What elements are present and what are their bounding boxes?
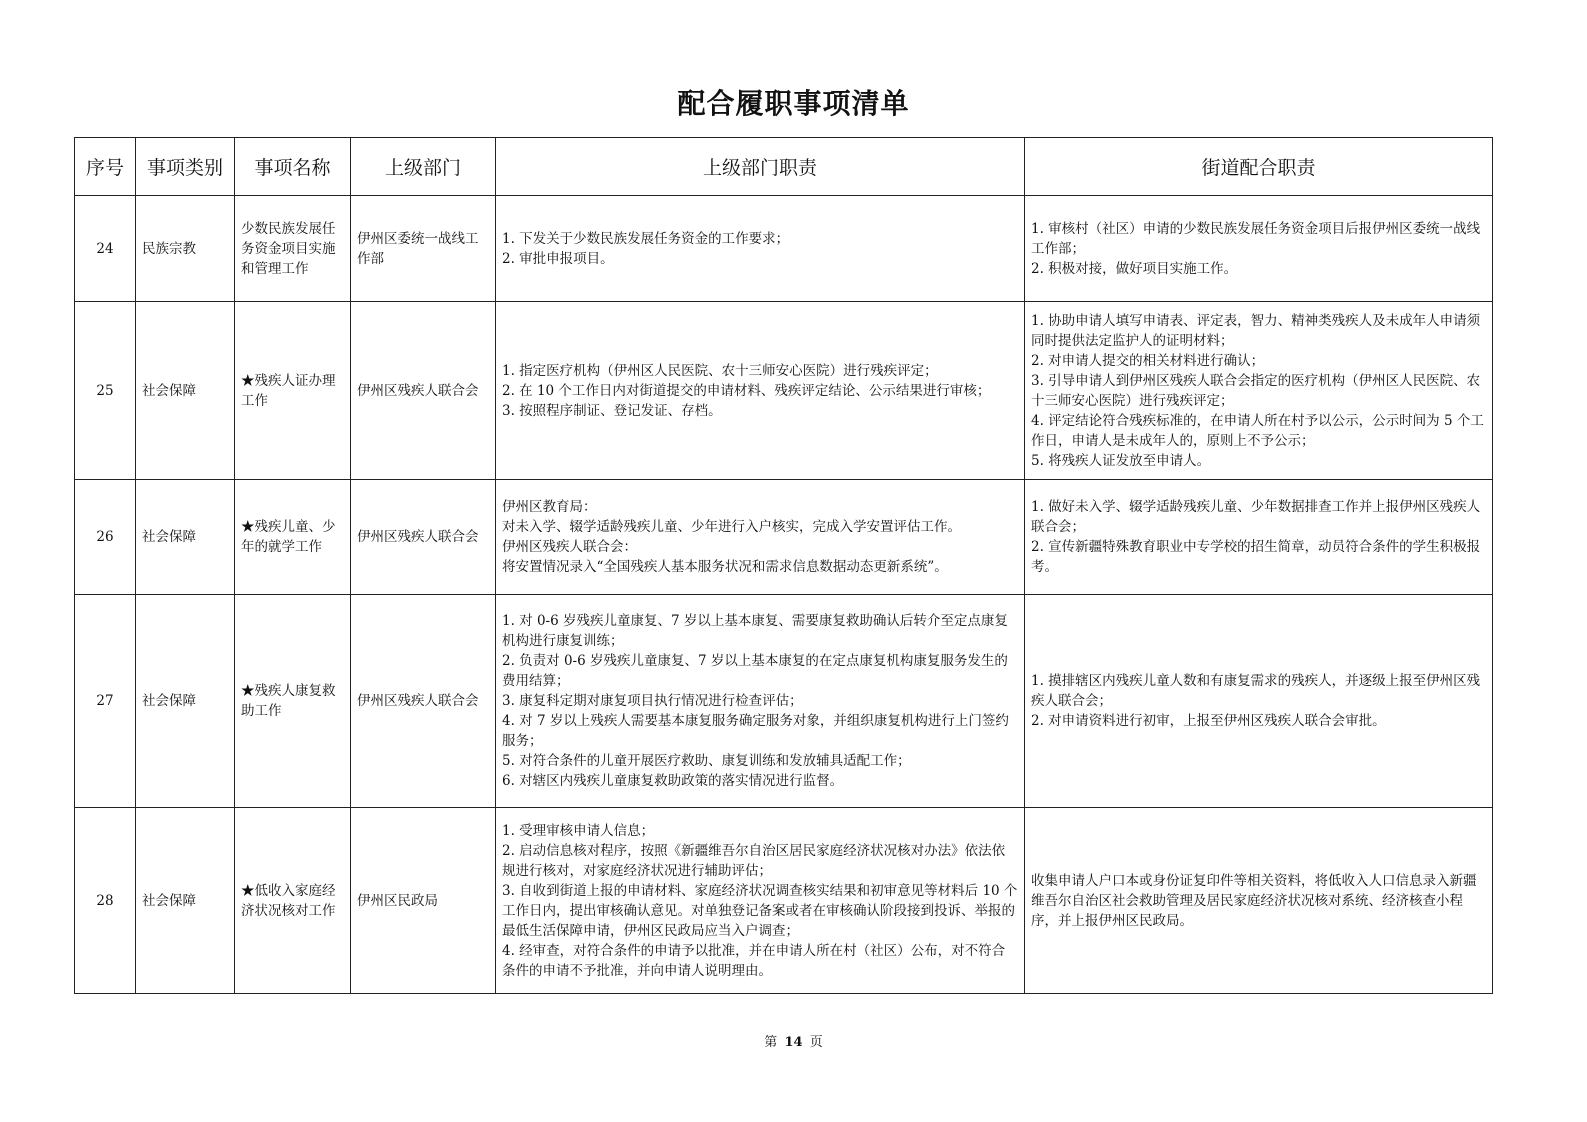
table-row: [75, 595, 1493, 808]
cell-item-name: ★残疾人证办理工作: [235, 302, 351, 480]
cell-category: 社会保障: [136, 480, 235, 595]
cell-item-name: ★低收入家庭经济状况核对工作: [235, 808, 351, 994]
cell-no: 27: [75, 595, 136, 808]
header-item-name: 事项名称: [235, 138, 351, 196]
cell-street-duty: 1. 审核村（社区）申请的少数民族发展任务资金项目后报伊州区委统一战线工作部； 2. 积极对接，做好项目实施工作。: [1025, 196, 1493, 302]
cell-category: 社会保障: [136, 595, 235, 808]
cell-item-name: 少数民族发展任务资金项目实施和管理工作: [235, 196, 351, 302]
cell-item-name: ★残疾人康复救助工作: [235, 595, 351, 808]
cell-street-duty: 1. 做好未入学、辍学适龄残疾儿童、少年数据排查工作并上报伊州区残疾人联合会； 2. 宣传新疆特殊教育职业中专学校的招生简章，动员符合条件的学生积极报考。: [1025, 480, 1493, 595]
cell-item-name: ★残疾儿童、少年的就学工作: [235, 480, 351, 595]
page-prefix: 第: [764, 1035, 778, 1050]
table-row: [75, 302, 1493, 480]
cell-category: 民族宗教: [136, 196, 235, 302]
cell-department: 伊州区残疾人联合会: [351, 480, 496, 595]
cell-department: 伊州区民政局: [351, 808, 496, 994]
cell-department-duty: 伊州区教育局： 对未入学、辍学适龄残疾儿童、少年进行入户核实，完成入学安置评估工作。 伊州区残疾人联合会： 将安置情况录入“全国残疾人基本服务状况和需求信息数据动态更新系统”。: [496, 480, 1025, 595]
cell-category: 社会保障: [136, 808, 235, 994]
cell-department: 伊州区残疾人联合会: [351, 302, 496, 480]
page-suffix: 页: [809, 1035, 823, 1050]
header-row: [75, 138, 1493, 196]
table-row: [75, 196, 1493, 302]
header-street-duty: 街道配合职责: [1025, 138, 1493, 196]
header-no: 序号: [75, 138, 136, 196]
page-title: 配合履职事项清单: [677, 87, 910, 120]
cell-department-duty: 1. 下发关于少数民族发展任务资金的工作要求； 2. 审批申报项目。: [496, 196, 1025, 302]
cell-department-duty: 1. 指定医疗机构（伊州区人民医院、农十三师安心医院）进行残疾评定； 2. 在 10 个工作日内对街道提交的申请材料、残疾评定结论、公示结果进行审核； 3. 按照程序制证、登记发证、存档。: [496, 302, 1025, 480]
header-category: 事项类别: [136, 138, 235, 196]
cell-department: 伊州区委统一战线工作部: [351, 196, 496, 302]
cell-street-duty: 1. 摸排辖区内残疾儿童人数和有康复需求的残疾人，并逐级上报至伊州区残疾人联合会； 2. 对申请资料进行初审，上报至伊州区残疾人联合会审批。: [1025, 595, 1493, 808]
duty-list-table: [74, 137, 1493, 994]
cell-street-duty: 1. 协助申请人填写申请表、评定表，智力、精神类残疾人及未成年人申请须同时提供法定监护人的证明材料； 2. 对申请人提交的相关材料进行确认； 3. 引导申请人到伊州区残疾人联合会指定的医疗机构（伊州区人民医院、农十三师安心医院）进行残疾评定； 4. 评定结论符合残疾标准的，在申请人所在村予以公示，公示时间为 5 个工作日，申请人是未成年人的，原则上不予公示； 5. 将残疾人证发放至申请人。: [1025, 302, 1493, 480]
cell-no: 28: [75, 808, 136, 994]
cell-department: 伊州区残疾人联合会: [351, 595, 496, 808]
cell-department-duty: 1. 对 0-6 岁残疾儿童康复、7 岁以上基本康复、需要康复救助确认后转介至定点康复机构进行康复训练； 2. 负责对 0-6 岁残疾儿童康复、7 岁以上基本康复的在定点康复机构康复服务发生的费用结算； 3. 康复科定期对康复项目执行情况进行检查评估； 4. 对 7 岁以上残疾人需要基本康复服务确定服务对象，并组织康复机构进行上门签约服务； 5. 对符合条件的儿童开展医疗救助、康复训练和发放辅具适配工作； 6. 对辖区内残疾儿童康复救助政策的落实情况进行监督。: [496, 595, 1025, 808]
cell-no: 25: [75, 302, 136, 480]
cell-street-duty: 收集申请人户口本或身份证复印件等相关资料，将低收入人口信息录入新疆维吾尔自治区社会救助管理及居民家庭经济状况核对系统、经济核查小程序，并上报伊州区民政局。: [1025, 808, 1493, 994]
cell-no: 24: [75, 196, 136, 302]
page-number-value: 14: [784, 1035, 803, 1050]
header-department-duty: 上级部门职责: [496, 138, 1025, 196]
cell-no: 26: [75, 480, 136, 595]
table-row: [75, 808, 1493, 994]
cell-category: 社会保障: [136, 302, 235, 480]
table-row: [75, 480, 1493, 595]
header-department: 上级部门: [351, 138, 496, 196]
cell-department-duty: 1. 受理审核申请人信息； 2. 启动信息核对程序，按照《新疆维吾尔自治区居民家庭经济状况核对办法》依法依规进行核对，对家庭经济状况进行辅助评估； 3. 自收到街道上报的申请材料、家庭经济状况调查核实结果和初审意见等材料后 10 个工作日内，提出审核确认意见。对单独登记备案或者在审核确认阶段接到投诉、举报的最低生活保障申请，伊州区民政局应当入户调查； 4. 经审查，对符合条件的申请予以批准，并在申请人所在村（社区）公布，对不符合条件的申请不予批准，并向申请人说明理由。: [496, 808, 1025, 994]
page-number: [0, 1031, 1587, 1050]
